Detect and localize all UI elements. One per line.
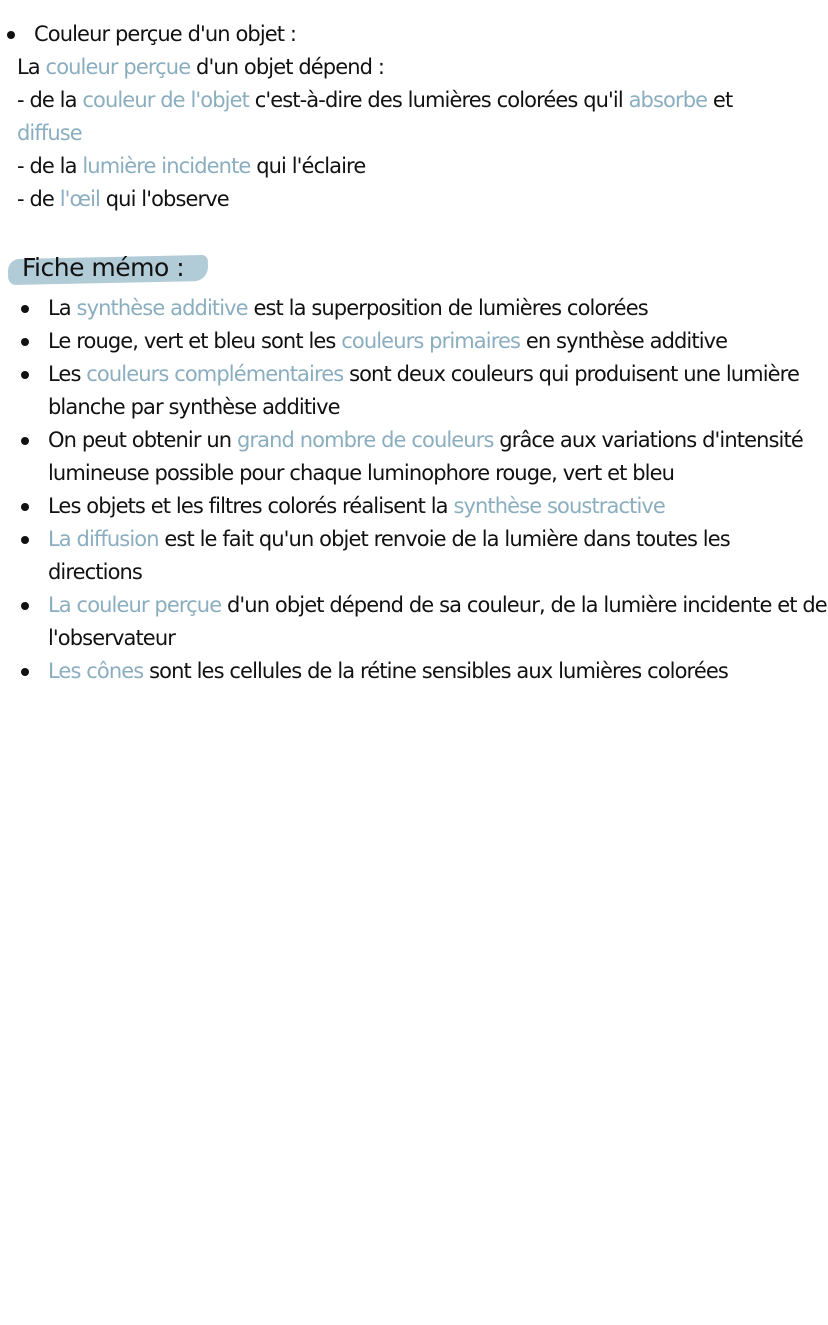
- text: Les: [48, 362, 87, 386]
- highlighted-text: synthèse additive: [76, 296, 248, 320]
- memo-item: [0, 358, 828, 424]
- text: d'un objet dépend de sa couleur, de la lumière incidente et de: [221, 593, 827, 617]
- memo-line: blanche par synthèse additive: [48, 395, 340, 419]
- intro-body: [0, 51, 828, 216]
- memo-item: [0, 589, 828, 655]
- memo-line: [48, 490, 828, 523]
- text: en synthèse additive: [520, 329, 728, 353]
- text: sont les cellules de la rétine sensibles aux lumières colorées: [143, 659, 728, 683]
- highlighted-text: La couleur perçue: [48, 593, 222, 617]
- bullet-icon: [21, 305, 29, 313]
- memo-list: [0, 292, 828, 688]
- memo-item: [0, 523, 828, 589]
- memo-item: [0, 292, 828, 325]
- text: d'un objet dépend :: [190, 55, 385, 79]
- memo-line: [48, 325, 828, 358]
- intro-line: [17, 150, 828, 183]
- highlighted-text: couleurs complémentaires: [86, 362, 344, 386]
- memo-line: [48, 655, 828, 688]
- memo-line: [48, 424, 828, 457]
- memo-heading: [8, 250, 208, 286]
- text: - de la: [17, 88, 83, 112]
- intro-title: [0, 18, 828, 51]
- highlighted-text: Les cônes: [48, 659, 144, 683]
- memo-item: [0, 655, 828, 688]
- memo-line: [48, 523, 828, 556]
- text: - de: [17, 187, 60, 211]
- memo-line: lumineuse possible pour chaque luminophore rouge, vert et bleu: [48, 461, 675, 485]
- text: est le fait qu'un objet renvoie de la lumière dans toutes les: [158, 527, 730, 551]
- intro-line: [17, 183, 828, 216]
- text: qui l'éclaire: [250, 154, 366, 178]
- text: La: [17, 55, 46, 79]
- text: qui l'observe: [99, 187, 229, 211]
- highlighted-text: l'œil: [59, 187, 100, 211]
- intro-line: [17, 117, 828, 150]
- highlighted-text: grand nombre de couleurs: [236, 428, 494, 452]
- highlighted-text: couleur perçue: [45, 55, 191, 79]
- memo-line: [48, 292, 828, 325]
- bullet-icon: [21, 371, 29, 379]
- text: et: [707, 88, 733, 112]
- text: Les objets et les filtres colorés réalisent la: [48, 494, 454, 518]
- text: On peut obtenir un: [48, 428, 237, 452]
- memo-title: Fiche mémo :: [22, 253, 185, 282]
- text: La: [48, 296, 77, 320]
- memo-line: [48, 589, 828, 622]
- highlighted-text: La diffusion: [48, 527, 159, 551]
- bullet-icon: [21, 503, 29, 511]
- highlighted-text: absorbe: [628, 88, 708, 112]
- text: - de la: [17, 154, 83, 178]
- text: sont deux couleurs qui produisent une lumière: [343, 362, 799, 386]
- memo-line: [48, 358, 828, 391]
- text: c'est-à-dire des lumières colorées qu'il: [248, 88, 629, 112]
- text: Le rouge, vert et bleu sont les: [48, 329, 342, 353]
- intro-title-text: Couleur perçue d'un objet :: [34, 22, 297, 46]
- intro-line: [17, 84, 828, 117]
- memo-item: [0, 490, 828, 523]
- memo-line: l'observateur: [48, 626, 175, 650]
- highlighted-text: diffuse: [17, 121, 82, 145]
- bullet-icon: [7, 31, 15, 39]
- bullet-icon: [21, 338, 29, 346]
- intro-section: [0, 18, 828, 216]
- bullet-icon: [21, 668, 29, 676]
- bullet-icon: [21, 437, 29, 445]
- text: est la superposition de lumières colorées: [247, 296, 648, 320]
- memo-item: [0, 424, 828, 490]
- bullet-icon: [21, 602, 29, 610]
- memo-line: directions: [48, 560, 142, 584]
- memo-item: [0, 325, 828, 358]
- highlighted-text: synthèse soustractive: [453, 494, 665, 518]
- highlighted-text: couleur de l'objet: [82, 88, 249, 112]
- highlighted-text: couleurs primaires: [341, 329, 521, 353]
- highlighted-text: lumière incidente: [82, 154, 251, 178]
- text: grâce aux variations d'intensité: [493, 428, 803, 452]
- bullet-icon: [21, 536, 29, 544]
- intro-line: [17, 51, 828, 84]
